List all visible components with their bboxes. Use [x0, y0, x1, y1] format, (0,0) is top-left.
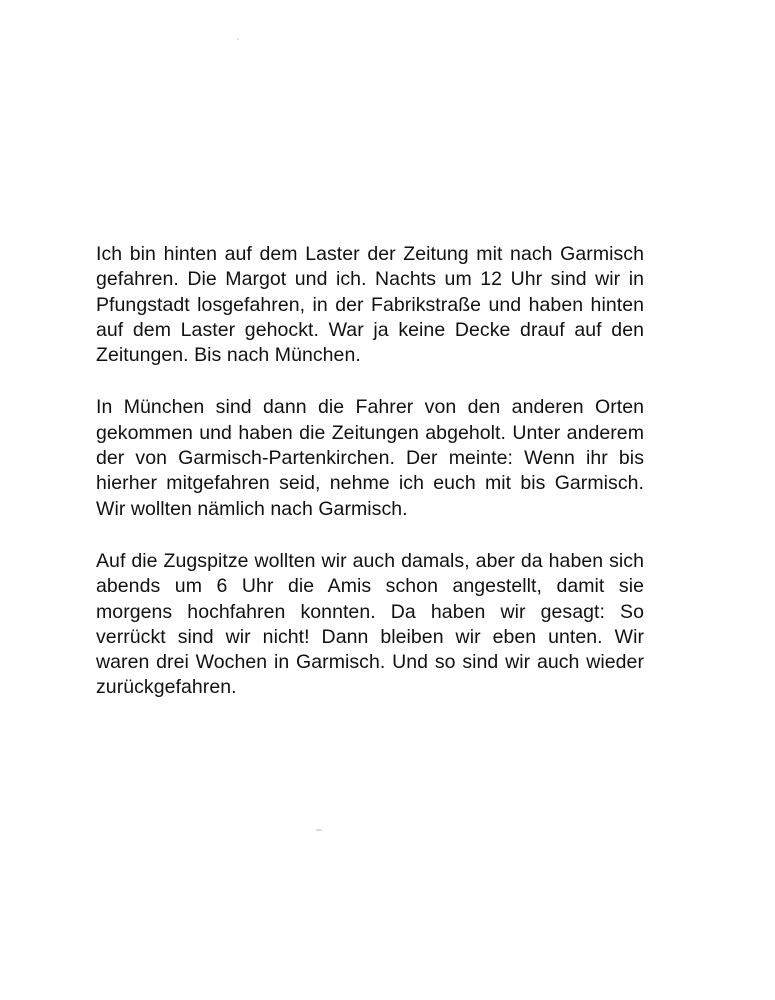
document-body — [96, 242, 644, 701]
paragraph-3: Auf die Zugspitze wollten wir auch damals, aber da haben sich abends um 6 Uhr die Amis schon angestellt, damit sie morgens hochfahren konnten. Da haben wir gesagt: So verrückt sind wir nicht! Dann bleiben wir eben unten. Wir waren drei Wochen in Garmisch. Und so sind wir auch wieder zurückgefahren. — [96, 549, 644, 699]
paragraph-1: Ich bin hinten auf dem Laster der Zeitung mit nach Garmisch gefahren. Die Margot und ich. Nachts um 12 Uhr sind wir in Pfungstadt losgefahren, in der Fabrikstraße und haben hinten auf dem Laster gehockt. War ja keine Decke drauf auf den Zeitungen. Bis nach München. — [96, 243, 644, 367]
scan-speck — [237, 38, 239, 40]
scan-speck — [316, 829, 322, 831]
paragraph-2: In München sind dann die Fahrer von den anderen Orten gekommen und haben die Zeitungen abgeholt. Unter anderem der von Garmisch-Partenkirchen. Der meinte: Wenn ihr bis hierher mitgefahren seid, nehme ich euch mit bis Garmisch. Wir wollten nämlich nach Garmisch. — [96, 396, 644, 520]
